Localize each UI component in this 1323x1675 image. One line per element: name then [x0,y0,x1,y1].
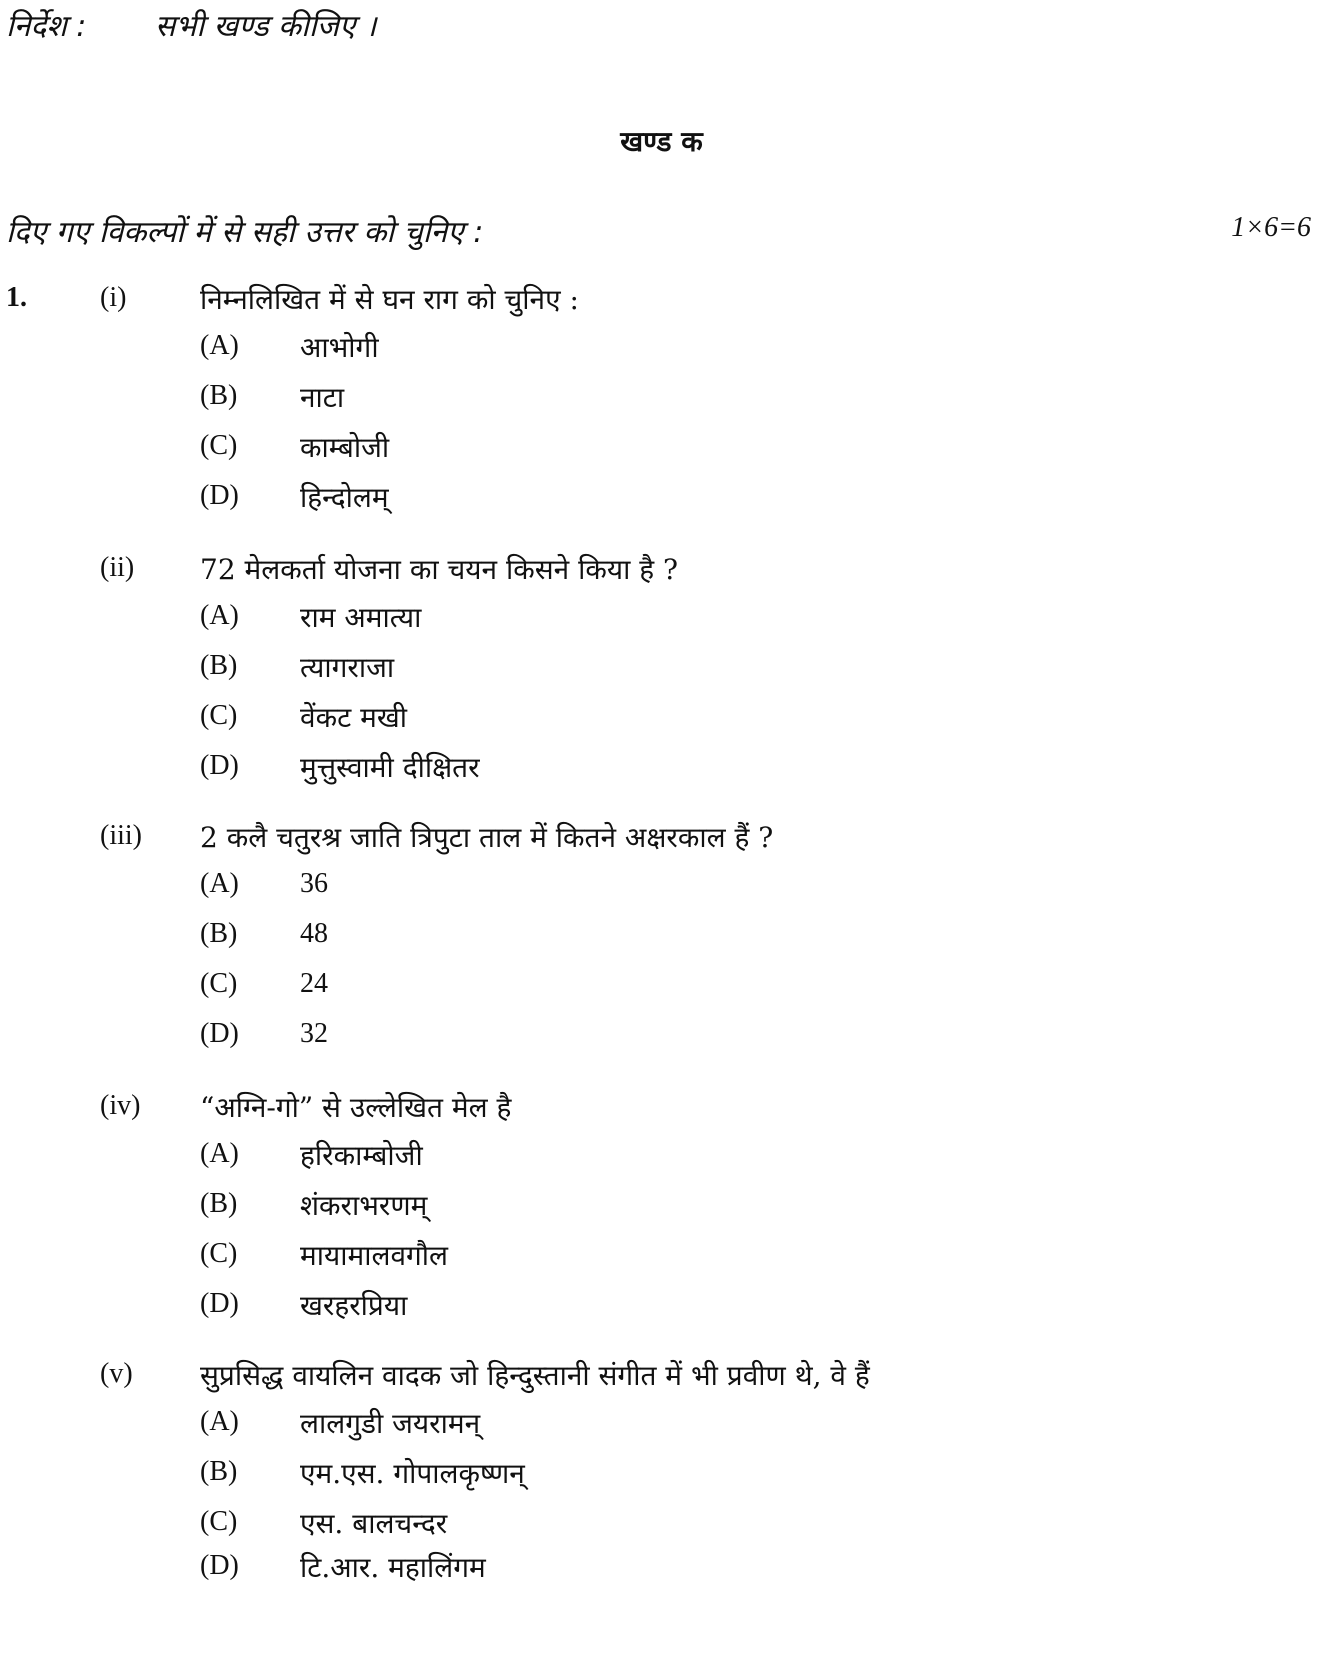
option-text: हरिकाम्बोजी [300,1139,423,1172]
option-text: खरहरप्रिया [300,1289,408,1322]
part-question-text: 72 मेलकर्ता योजना का चयन किसने किया है ? [200,553,679,586]
part-question-text: 2 कलै चतुरश्र जाति त्रिपुटा ताल में कितने अक्षरकाल हैं ? [200,821,774,854]
option-text: 36 [300,868,328,899]
option-text: नाटा [300,381,345,414]
option-label: (D) [200,1018,239,1049]
section-direction: दिए गए विकल्पों में से सही उत्तर को चुनिए : [6,215,484,250]
option-text: लालगुडी जयरामन् [300,1407,481,1440]
option-label: (A) [200,330,239,361]
option-text: आभोगी [300,331,379,364]
option-label: (A) [200,868,239,899]
option-label: (B) [200,1456,238,1487]
part-question-text: सुप्रसिद्ध वायलिन वादक जो हिन्दुस्तानी संगीत में भी प्रवीण थे, वे हैं [200,1359,870,1392]
option-text: शंकराभरणम् [300,1189,428,1222]
section-title: खण्ड क [620,125,703,158]
option-text: हिन्दोलम् [300,481,389,514]
option-text: राम अमात्या [300,601,422,634]
option-label: (A) [200,1406,239,1437]
part-question-text: निम्नलिखित में से घन राग को चुनिए : [200,283,579,316]
option-text: त्यागराजा [300,651,395,684]
option-label: (B) [200,380,238,411]
part-question-text: “अग्नि-गो” से उल्लेखित मेल है [200,1091,512,1124]
option-text: मुत्तुस्वामी दीक्षितर [300,751,480,784]
instructions-label: निर्देश : [6,9,87,44]
option-label: (B) [200,650,238,681]
option-text: 24 [300,968,328,999]
option-text: एस. बालचन्दर [300,1507,448,1540]
part-label: (ii) [100,552,135,583]
option-label: (D) [200,480,239,511]
option-text: एम.एस. गोपालकृष्णन् [300,1457,525,1490]
option-label: (C) [200,700,238,731]
option-label: (C) [200,1506,238,1537]
option-label: (B) [200,918,238,949]
option-label: (C) [200,1238,238,1269]
option-label: (B) [200,1188,238,1219]
option-label: (D) [200,750,239,781]
option-label: (D) [200,1550,239,1581]
option-text: काम्बोजी [300,431,390,464]
option-label: (C) [200,430,238,461]
option-label: (C) [200,968,238,999]
option-label: (A) [200,600,239,631]
question-number: 1. [6,282,27,313]
option-text: मायामालवगौल [300,1239,449,1272]
part-label: (iii) [100,820,142,851]
marks-allocation: 1×6=6 [1231,212,1311,243]
part-label: (iv) [100,1090,141,1121]
option-label: (D) [200,1288,239,1319]
part-label: (i) [100,282,127,313]
instructions-text: सभी खण्ड कीजिए । [155,9,377,44]
part-label: (v) [100,1358,133,1389]
option-text: टि.आर. महालिंगम [300,1551,486,1584]
option-text: 32 [300,1018,328,1049]
option-label: (A) [200,1138,239,1169]
option-text: 48 [300,918,328,949]
option-text: वेंकट मखी [300,701,407,734]
